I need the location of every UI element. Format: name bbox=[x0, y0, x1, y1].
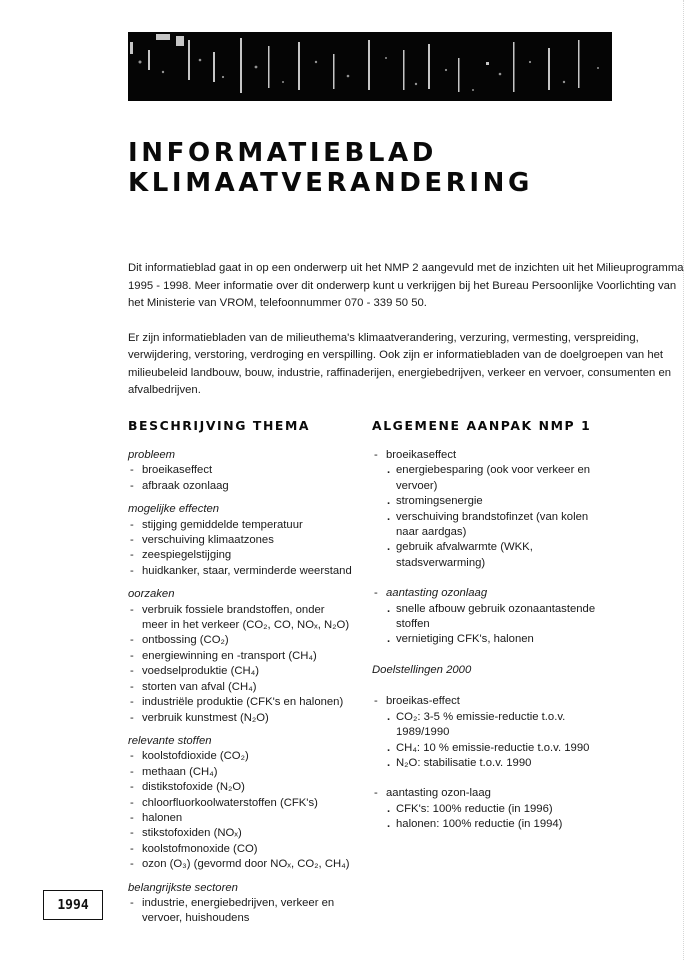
list-item-ozon-laag bbox=[372, 786, 602, 801]
section-heading-aanpak: ALGEMENE AANPAK NMP 1 bbox=[372, 418, 592, 433]
group-effecten bbox=[128, 502, 353, 579]
subheading-probleem: probleem bbox=[128, 449, 176, 461]
list-item: - halonen bbox=[128, 811, 353, 826]
intro-paragraph-2: Er zijn informatiebladen van de milieuthema's klimaatverandering, verzuring, vermesting, verspreiding, verwijdering, verstoring, verdroging en verspilling. Ook zijn er informatiebladen van de doelgroepen van het milieubeleid landbouw, bouw, industrie, raffinaderijen, energiebedrijven, verkeer en vervoer, consumenten en afvalbedrijven. bbox=[128, 331, 672, 396]
list-item: - ozon (O₃) (gevormd door NOₓ, CO₂, CH₄) bbox=[128, 857, 353, 872]
chemical-formula: (CH₄) bbox=[288, 649, 317, 662]
subheading-oorzaken: oorzaken bbox=[128, 588, 175, 601]
list-item: - verschuiving klimaatzones bbox=[128, 533, 353, 548]
chemical-formula: (CH₄) bbox=[228, 680, 257, 693]
item-text: voedselproduktie bbox=[142, 665, 231, 678]
list-item: - afbraak ozonlaag bbox=[128, 479, 353, 494]
sub-list-item: . energiebesparing (ook voor verkeer en vervoer) bbox=[384, 463, 602, 494]
intro-text bbox=[128, 260, 688, 417]
list-item bbox=[128, 633, 353, 648]
item-text: energiewinning en -transport bbox=[142, 649, 289, 662]
title-line-2: KLIMAATVERANDERING bbox=[128, 168, 533, 198]
group-broeikaseffect bbox=[372, 448, 602, 571]
page-title bbox=[128, 138, 533, 198]
list-item: - stijging gemiddelde temperatuur bbox=[128, 518, 353, 533]
sub-list-item: . snelle afbouw gebruik ozonaantastende stoffen bbox=[384, 602, 602, 633]
chemical-formula: (CO₂, CO, NOₓ, N₂O) bbox=[242, 619, 350, 632]
foliage-image-icon bbox=[128, 32, 612, 101]
group-oorzaken bbox=[128, 587, 353, 726]
chemical-formula: (N₂O) bbox=[239, 711, 269, 724]
banner-photo bbox=[128, 32, 612, 101]
sub-list-item: . verschuiving brandstofinzet (van kolen naar aardgas) bbox=[384, 510, 602, 541]
item-label: broeikaseffect bbox=[386, 449, 457, 461]
group-sectoren bbox=[128, 881, 353, 927]
page-edge-line bbox=[683, 0, 684, 960]
list-item-broeikaseffect bbox=[372, 448, 602, 463]
item-label: broeikas-effect bbox=[386, 695, 460, 708]
list-item: - broeikaseffect bbox=[128, 463, 353, 478]
item-text: ontbossing bbox=[142, 634, 200, 647]
list-item: - koolstofdioxide (CO₂) bbox=[128, 749, 353, 764]
section-heading-beschrijving: BESCHRIJVING THEMA bbox=[128, 418, 311, 433]
list-item: - huidkanker, staar, verminderde weerstand bbox=[128, 564, 353, 579]
title-line-1: INFORMATIEBLAD bbox=[128, 138, 437, 168]
list-item: - methaan (CH₄) bbox=[128, 765, 353, 780]
list-item bbox=[128, 664, 353, 679]
sub-list-item: . gebruik afvalwarmte (WKK, stadsverwarming) bbox=[384, 540, 602, 571]
sub-list-item: . CH₄: 10 % emissie-reductie t.o.v. 1990 bbox=[384, 741, 602, 756]
item-text: industriële produktie (CFK's en halonen) bbox=[142, 696, 344, 709]
sub-list-item: . vernietiging CFK's, halonen bbox=[384, 632, 602, 647]
group-relevante-stoffen bbox=[128, 734, 353, 873]
item-text: verbruik fossiele brandstoffen, onder meer in het verkeer bbox=[142, 603, 325, 632]
list-item: - zeespiegelstijging bbox=[128, 548, 353, 563]
sub-list-item: . halonen: 100% reductie (in 1994) bbox=[384, 817, 602, 832]
list-item: - chloorfluorkoolwaterstoffen (CFK's) bbox=[128, 796, 353, 811]
list-item-broeikas-effect bbox=[372, 694, 602, 709]
group-ozonlaag bbox=[372, 586, 602, 648]
subheading-stoffen: relevante stoffen bbox=[128, 734, 212, 747]
list-item bbox=[128, 680, 353, 695]
sub-list-item: . CFK's: 100% reductie (in 1996) bbox=[384, 802, 602, 817]
list-item bbox=[128, 603, 353, 634]
item-text: verbruik kunstmest bbox=[142, 711, 240, 724]
intro-paragraph-1: Dit informatieblad gaat in op een onderwerp uit het NMP 2 aangevuld met de inzichten uit het Milieuprogramma 1995 - 1998. Meer informatie over dit onderwerp kunt u verkrijgen bij het Bureau Persoonlijke Voorlichting van het Ministerie van VROM, telefoonnummer 070 - 339 50 50. bbox=[128, 262, 684, 309]
chemical-formula: (CO₂) bbox=[199, 634, 229, 647]
list-item bbox=[128, 649, 353, 664]
year-badge: 1994 bbox=[43, 890, 103, 920]
list-item bbox=[128, 695, 353, 710]
list-item: - koolstofmonoxide (CO) bbox=[128, 842, 353, 857]
chemical-formula: (CH₄) bbox=[230, 665, 260, 678]
item-text: storten van afval bbox=[142, 680, 229, 693]
sub-list-item: . CO₂: 3-5 % emissie-reductie t.o.v. 1989/1990 bbox=[384, 710, 602, 741]
item-label: aantasting ozon-laag bbox=[386, 787, 491, 800]
group-probleem bbox=[128, 448, 353, 494]
subheading-sectoren: belangrijkste sectoren bbox=[128, 881, 238, 894]
list-item: - stikstofoxiden (NOₓ) bbox=[128, 826, 353, 841]
group-doel-ozon bbox=[372, 786, 602, 832]
list-item bbox=[128, 711, 353, 726]
sub-list-item: . stromingsenergie bbox=[384, 494, 602, 509]
group-doel-broeikas bbox=[372, 694, 602, 771]
subheading-effecten: mogelijke effecten bbox=[128, 503, 220, 516]
item-label: aantasting ozonlaag bbox=[386, 587, 488, 600]
column-algemene-aanpak bbox=[372, 418, 602, 848]
list-item-ozonlaag bbox=[372, 586, 602, 601]
list-item: - industrie, energiebedrijven, verkeer en vervoer, huishoudens bbox=[128, 896, 353, 927]
subheading-doelstellingen: Doelstellingen 2000 bbox=[372, 663, 472, 676]
list-item: - distikstofoxide (N₂O) bbox=[128, 780, 353, 795]
sub-list-item: . N₂O: stabilisatie t.o.v. 1990 bbox=[384, 756, 602, 771]
column-beschrijving-thema bbox=[128, 418, 353, 935]
